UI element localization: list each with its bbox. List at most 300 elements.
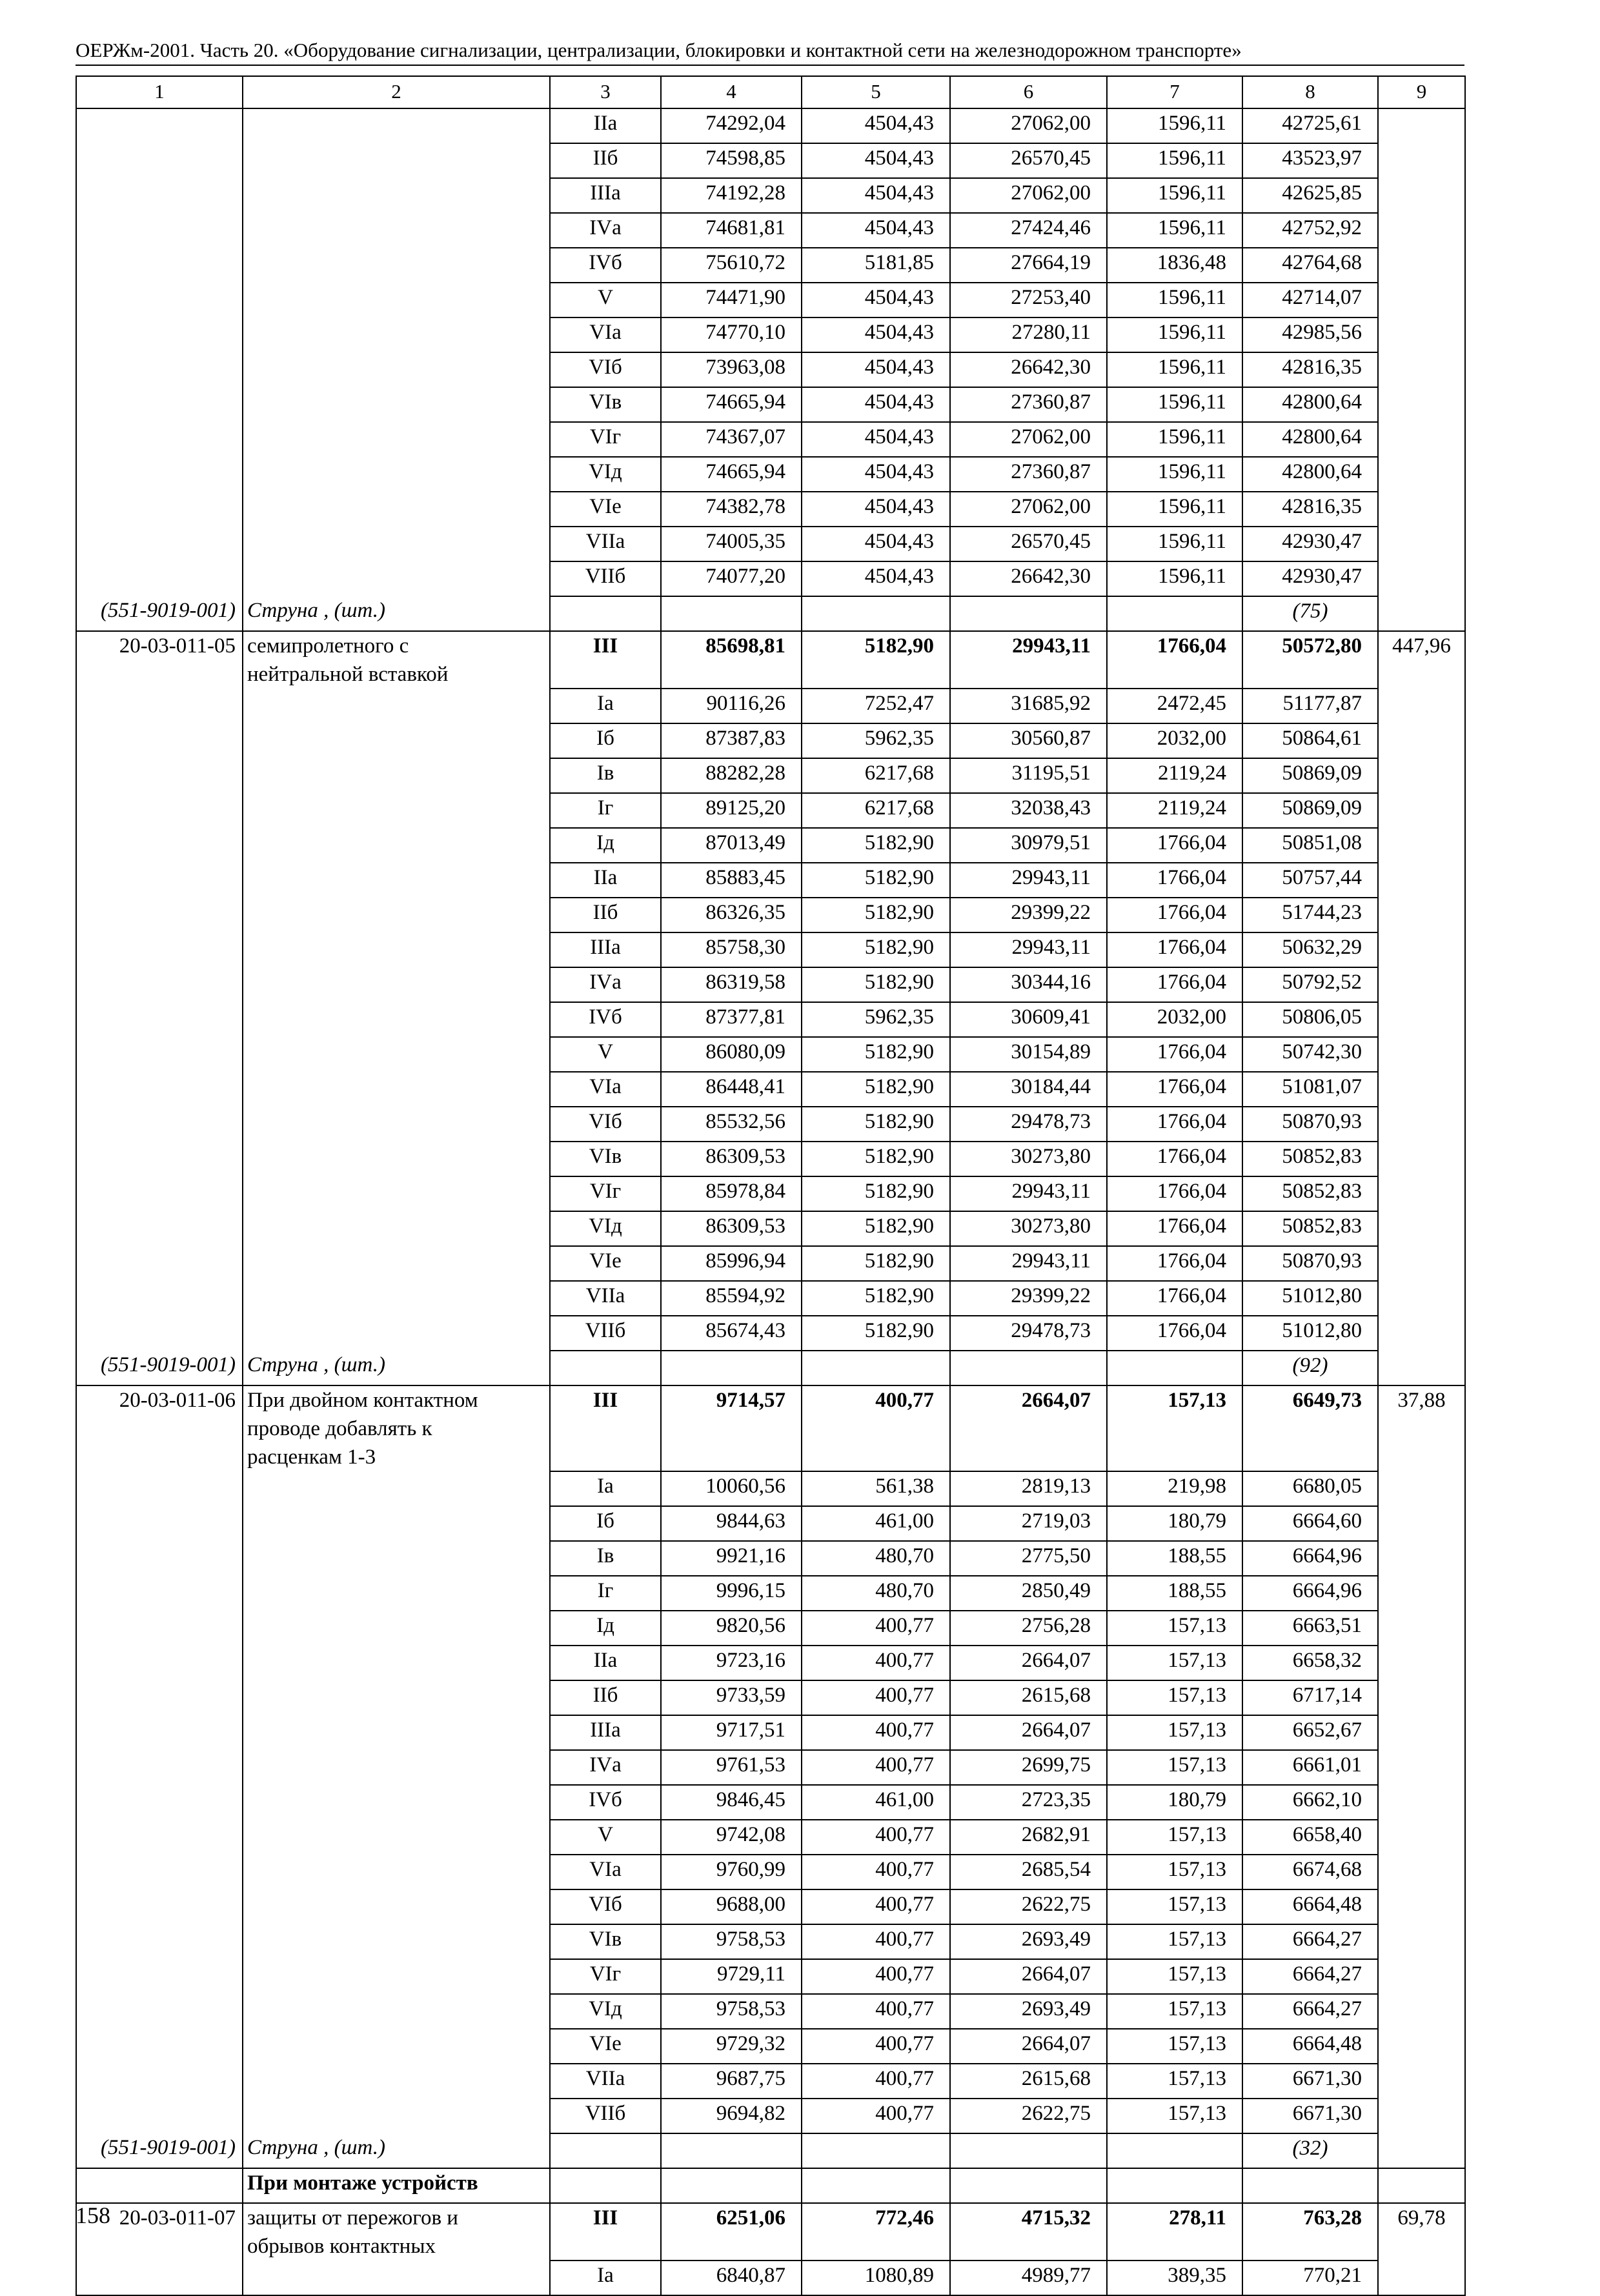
empty-cell: [1378, 2168, 1465, 2203]
table-row: [76, 1646, 1465, 1680]
description-cell: [243, 828, 550, 863]
value-cell: 29943,11: [950, 863, 1107, 898]
description-cell: [243, 1959, 550, 1994]
labor-cell: [1378, 1281, 1465, 1316]
table-row: [76, 1471, 1465, 1506]
value-cell: 74665,94: [661, 457, 802, 492]
value-cell: 1766,04: [1107, 898, 1242, 932]
zone-cell: VIг: [550, 1176, 661, 1211]
value-cell: 6664,48: [1242, 2029, 1378, 2064]
value-cell: 400,77: [802, 1924, 950, 1959]
labor-cell: [1378, 492, 1465, 527]
value-cell: 85883,45: [661, 863, 802, 898]
rate-code-cell: [76, 1785, 243, 1820]
description-cell: [243, 1107, 550, 1142]
value-cell: 5182,90: [802, 631, 950, 689]
value-cell: 27424,46: [950, 213, 1107, 248]
value-cell: 1766,04: [1107, 1211, 1242, 1246]
value-cell: 85698,81: [661, 631, 802, 689]
rate-code-cell: [76, 898, 243, 932]
value-cell: 400,77: [802, 1889, 950, 1924]
description-line: защиты от пережогов и: [247, 2206, 458, 2230]
table-row: [76, 1506, 1465, 1541]
value-cell: 50869,09: [1242, 793, 1378, 828]
labor-cell: [1378, 1211, 1465, 1246]
description-cell: [243, 631, 550, 689]
value-cell: 9688,00: [661, 1889, 802, 1924]
zone-cell: VIг: [550, 1959, 661, 1994]
table-row: [76, 317, 1465, 352]
value-cell: 6717,14: [1242, 1680, 1378, 1715]
table-row: [76, 527, 1465, 561]
value-cell: 157,13: [1107, 2029, 1242, 2064]
value-cell: 50572,80: [1242, 631, 1378, 689]
value-cell: 1596,11: [1107, 213, 1242, 248]
zone-cell: VIв: [550, 1142, 661, 1176]
value-cell: 74471,90: [661, 283, 802, 317]
value-cell: 1766,04: [1107, 1281, 1242, 1316]
value-cell: 400,77: [802, 1680, 950, 1715]
table-row: [76, 1281, 1465, 1316]
value-cell: 6664,60: [1242, 1506, 1378, 1541]
zone-cell: V: [550, 283, 661, 317]
zone-cell: Iд: [550, 828, 661, 863]
description-cell: [243, 387, 550, 422]
table-row: [76, 143, 1465, 178]
value-cell: 29943,11: [950, 932, 1107, 967]
empty-cell: [661, 2168, 802, 2203]
column-number: 3: [550, 76, 661, 108]
table-row: [76, 723, 1465, 758]
value-cell: 4504,43: [802, 317, 950, 352]
value-cell: 1596,11: [1107, 457, 1242, 492]
value-cell: 5181,85: [802, 248, 950, 283]
rate-code-cell: [76, 2029, 243, 2064]
value-cell: 30979,51: [950, 828, 1107, 863]
material-row: [76, 2133, 1465, 2168]
value-cell: 7252,47: [802, 689, 950, 723]
empty-cell: [950, 596, 1107, 631]
table-row: [76, 2099, 1465, 2133]
value-cell: 5962,35: [802, 723, 950, 758]
value-cell: 400,77: [802, 1750, 950, 1785]
zone-cell: VIIа: [550, 527, 661, 561]
labor-cell: [1378, 1176, 1465, 1211]
value-cell: 400,77: [802, 1611, 950, 1646]
rates-table: [76, 76, 1466, 2296]
labor-cell: [1378, 1107, 1465, 1142]
material-name: Струна , (шт.): [243, 2133, 550, 2168]
value-cell: 6251,06: [661, 2203, 802, 2261]
rate-code-cell: [76, 1506, 243, 1541]
zone-cell: IVа: [550, 213, 661, 248]
labor-cell: [1378, 387, 1465, 422]
value-cell: 2622,75: [950, 2099, 1107, 2133]
value-cell: 27062,00: [950, 492, 1107, 527]
value-cell: 400,77: [802, 1959, 950, 1994]
zone-cell: Iг: [550, 793, 661, 828]
table-row: [76, 108, 1465, 143]
value-cell: 2472,45: [1107, 689, 1242, 723]
value-cell: 74367,07: [661, 422, 802, 457]
description-cell: [243, 1611, 550, 1646]
rate-code-cell: [76, 1176, 243, 1211]
value-cell: 51177,87: [1242, 689, 1378, 723]
value-cell: 1596,11: [1107, 527, 1242, 561]
value-cell: 88282,28: [661, 758, 802, 793]
rate-code-cell: [76, 457, 243, 492]
rate-code-cell: [76, 1611, 243, 1646]
labor-cell: [1378, 793, 1465, 828]
zone-cell: V: [550, 1820, 661, 1855]
value-cell: 9742,08: [661, 1820, 802, 1855]
zone-cell: IIIа: [550, 932, 661, 967]
empty-cell: [661, 1351, 802, 1385]
value-cell: 86309,53: [661, 1142, 802, 1176]
value-cell: 2032,00: [1107, 723, 1242, 758]
column-number: 2: [243, 76, 550, 108]
description-line: проводе добавлять к: [247, 1417, 432, 1440]
value-cell: 2775,50: [950, 1541, 1107, 1576]
rate-code-cell: [76, 863, 243, 898]
value-cell: 86319,58: [661, 967, 802, 1002]
value-cell: 74077,20: [661, 561, 802, 596]
value-cell: 27664,19: [950, 248, 1107, 283]
value-cell: 4504,43: [802, 178, 950, 213]
value-cell: 6217,68: [802, 793, 950, 828]
zone-cell: Iа: [550, 689, 661, 723]
value-cell: 157,13: [1107, 1889, 1242, 1924]
rate-code-cell: [76, 1646, 243, 1680]
material-qty: (75): [1242, 596, 1378, 631]
value-cell: 74192,28: [661, 178, 802, 213]
description-line: нейтральной вставкой: [247, 663, 449, 686]
rate-code-cell: [76, 317, 243, 352]
description-cell: [243, 1889, 550, 1924]
rate-code-cell: [76, 283, 243, 317]
zone-cell: IIб: [550, 1680, 661, 1715]
value-cell: 9714,57: [661, 1385, 802, 1471]
description-cell: [243, 527, 550, 561]
empty-cell: [1242, 2168, 1378, 2203]
value-cell: 157,13: [1107, 1820, 1242, 1855]
value-cell: 6658,40: [1242, 1820, 1378, 1855]
value-cell: 42800,64: [1242, 387, 1378, 422]
zone-cell: Iб: [550, 1506, 661, 1541]
table-row: [76, 283, 1465, 317]
value-cell: 6840,87: [661, 2261, 802, 2295]
value-cell: 180,79: [1107, 1506, 1242, 1541]
labor-cell: [1378, 283, 1465, 317]
value-cell: 561,38: [802, 1471, 950, 1506]
value-cell: 5182,90: [802, 932, 950, 967]
description-cell: [243, 248, 550, 283]
value-cell: 400,77: [802, 1385, 950, 1471]
table-row: [76, 561, 1465, 596]
value-cell: 29399,22: [950, 898, 1107, 932]
material-qty: (32): [1242, 2133, 1378, 2168]
table-row: [76, 2261, 1465, 2295]
zone-cell: IVб: [550, 1785, 661, 1820]
rate-code-cell: [76, 1471, 243, 1506]
value-cell: 42816,35: [1242, 492, 1378, 527]
empty-cell: [1378, 596, 1465, 631]
value-cell: 90116,26: [661, 689, 802, 723]
value-cell: 9996,15: [661, 1576, 802, 1611]
value-cell: 1080,89: [802, 2261, 950, 2295]
material-code: (551-9019-001): [76, 1351, 243, 1385]
zone-cell: Iа: [550, 1471, 661, 1506]
value-cell: 50864,61: [1242, 723, 1378, 758]
value-cell: 2693,49: [950, 1994, 1107, 2029]
value-cell: 2615,68: [950, 1680, 1107, 1715]
zone-cell: IIа: [550, 108, 661, 143]
table-row: [76, 1211, 1465, 1246]
material-name: Струна , (шт.): [243, 596, 550, 631]
table-row: [76, 898, 1465, 932]
value-cell: 763,28: [1242, 2203, 1378, 2261]
value-cell: 1596,11: [1107, 283, 1242, 317]
rate-code-cell: [76, 1281, 243, 1316]
value-cell: 42714,07: [1242, 283, 1378, 317]
value-cell: 157,13: [1107, 2099, 1242, 2133]
description-cell: [243, 1176, 550, 1211]
rate-code-cell: [76, 492, 243, 527]
labor-cell: [1378, 1680, 1465, 1715]
empty-cell: [1378, 1351, 1465, 1385]
empty-cell: [661, 2133, 802, 2168]
value-cell: 26642,30: [950, 561, 1107, 596]
value-cell: 43523,97: [1242, 143, 1378, 178]
empty-cell: [950, 2133, 1107, 2168]
zone-cell: VIв: [550, 387, 661, 422]
value-cell: 42764,68: [1242, 248, 1378, 283]
value-cell: 5182,90: [802, 898, 950, 932]
value-cell: 86309,53: [661, 1211, 802, 1246]
labor-cell: 69,78: [1378, 2203, 1465, 2261]
labor-cell: [1378, 317, 1465, 352]
labor-cell: [1378, 1471, 1465, 1506]
rate-code-cell: [76, 1889, 243, 1924]
value-cell: 400,77: [802, 1855, 950, 1889]
value-cell: 2615,68: [950, 2064, 1107, 2099]
value-cell: 42985,56: [1242, 317, 1378, 352]
description-cell: [243, 213, 550, 248]
zone-cell: VIд: [550, 1211, 661, 1246]
value-cell: 4504,43: [802, 108, 950, 143]
zone-cell: Iг: [550, 1576, 661, 1611]
labor-cell: [1378, 1576, 1465, 1611]
value-cell: 51012,80: [1242, 1316, 1378, 1351]
rate-code-cell: [76, 248, 243, 283]
zone-cell: IVа: [550, 1750, 661, 1785]
value-cell: 2693,49: [950, 1924, 1107, 1959]
zone-cell: IIб: [550, 143, 661, 178]
value-cell: 5182,90: [802, 1037, 950, 1072]
rate-code-cell: [76, 1715, 243, 1750]
value-cell: 4504,43: [802, 387, 950, 422]
value-cell: 2664,07: [950, 2029, 1107, 2064]
value-cell: 4504,43: [802, 561, 950, 596]
table-row: [76, 1385, 1465, 1471]
value-cell: 32038,43: [950, 793, 1107, 828]
value-cell: 50870,93: [1242, 1107, 1378, 1142]
description-cell: [243, 1924, 550, 1959]
zone-cell: VIIб: [550, 1316, 661, 1351]
value-cell: 85996,94: [661, 1246, 802, 1281]
value-cell: 5182,90: [802, 1107, 950, 1142]
empty-cell: [802, 2168, 950, 2203]
value-cell: 2699,75: [950, 1750, 1107, 1785]
description-cell: [243, 758, 550, 793]
value-cell: 770,21: [1242, 2261, 1378, 2295]
value-cell: 87377,81: [661, 1002, 802, 1037]
value-cell: 2756,28: [950, 1611, 1107, 1646]
zone-cell: III: [550, 631, 661, 689]
column-number-row: [76, 76, 1465, 108]
description-cell: [243, 178, 550, 213]
value-cell: 27360,87: [950, 457, 1107, 492]
value-cell: 74005,35: [661, 527, 802, 561]
description-cell: [243, 1037, 550, 1072]
value-cell: 9820,56: [661, 1611, 802, 1646]
page-header: ОЕРЖм-2001. Часть 20. «Оборудование сигнализации, централизации, блокировки и контактной сети на железнодорожном транспорте»: [76, 39, 1242, 61]
value-cell: 2119,24: [1107, 758, 1242, 793]
empty-cell: [550, 596, 661, 631]
value-cell: 2032,00: [1107, 1002, 1242, 1037]
labor-cell: [1378, 1142, 1465, 1176]
rate-code-cell: [76, 1037, 243, 1072]
table-row: [76, 863, 1465, 898]
zone-cell: VIе: [550, 492, 661, 527]
value-cell: 1766,04: [1107, 1176, 1242, 1211]
table-row: [76, 1994, 1465, 2029]
labor-cell: [1378, 1924, 1465, 1959]
material-qty: (92): [1242, 1351, 1378, 1385]
description-cell: [243, 1385, 550, 1471]
rate-code-cell: [76, 527, 243, 561]
empty-cell: [1107, 596, 1242, 631]
value-cell: 50792,52: [1242, 967, 1378, 1002]
table-row: [76, 689, 1465, 723]
rate-code-cell: [76, 1680, 243, 1715]
labor-cell: [1378, 2261, 1465, 2295]
labor-cell: [1378, 1072, 1465, 1107]
value-cell: 400,77: [802, 2029, 950, 2064]
table-row: [76, 967, 1465, 1002]
value-cell: 5182,90: [802, 1142, 950, 1176]
zone-cell: Iв: [550, 1541, 661, 1576]
rate-code-cell: [76, 1541, 243, 1576]
value-cell: 4504,43: [802, 492, 950, 527]
description-cell: [243, 352, 550, 387]
labor-cell: [1378, 863, 1465, 898]
labor-cell: [1378, 723, 1465, 758]
value-cell: 30184,44: [950, 1072, 1107, 1107]
value-cell: 5182,90: [802, 967, 950, 1002]
value-cell: 6671,30: [1242, 2099, 1378, 2133]
value-cell: 2685,54: [950, 1855, 1107, 1889]
rate-code-cell: [76, 422, 243, 457]
labor-cell: [1378, 248, 1465, 283]
table-row: [76, 793, 1465, 828]
rate-code-cell: [76, 967, 243, 1002]
table-row: [76, 1246, 1465, 1281]
description-cell: [243, 422, 550, 457]
table-row: [76, 2064, 1465, 2099]
labor-cell: 37,88: [1378, 1385, 1465, 1471]
labor-cell: [1378, 689, 1465, 723]
value-cell: 5182,90: [802, 863, 950, 898]
description-cell: [243, 723, 550, 758]
rate-code-cell: [76, 2261, 243, 2295]
labor-cell: [1378, 1959, 1465, 1994]
description-cell: [243, 1506, 550, 1541]
table-row: [76, 1176, 1465, 1211]
value-cell: 1766,04: [1107, 1142, 1242, 1176]
labor-cell: [1378, 1541, 1465, 1576]
value-cell: 461,00: [802, 1785, 950, 1820]
value-cell: 9760,99: [661, 1855, 802, 1889]
value-cell: 5182,90: [802, 828, 950, 863]
value-cell: 6671,30: [1242, 2064, 1378, 2099]
value-cell: 1766,04: [1107, 967, 1242, 1002]
rate-code-cell: [76, 213, 243, 248]
value-cell: 2682,91: [950, 1820, 1107, 1855]
labor-cell: 447,96: [1378, 631, 1465, 689]
description-cell: [243, 689, 550, 723]
value-cell: 1596,11: [1107, 422, 1242, 457]
zone-cell: VIIб: [550, 561, 661, 596]
value-cell: 42930,47: [1242, 527, 1378, 561]
column-number: 7: [1107, 76, 1242, 108]
value-cell: 400,77: [802, 1994, 950, 2029]
table-row: [76, 1072, 1465, 1107]
material-code: (551-9019-001): [76, 2133, 243, 2168]
value-cell: 26570,45: [950, 143, 1107, 178]
value-cell: 9687,75: [661, 2064, 802, 2099]
value-cell: 6664,96: [1242, 1576, 1378, 1611]
zone-cell: VIе: [550, 2029, 661, 2064]
value-cell: 188,55: [1107, 1541, 1242, 1576]
value-cell: 4504,43: [802, 213, 950, 248]
value-cell: 31195,51: [950, 758, 1107, 793]
value-cell: 157,13: [1107, 1646, 1242, 1680]
table-row: [76, 1680, 1465, 1715]
column-number: 6: [950, 76, 1107, 108]
value-cell: 1596,11: [1107, 108, 1242, 143]
empty-cell: [802, 1351, 950, 1385]
value-cell: 400,77: [802, 1820, 950, 1855]
value-cell: 4989,77: [950, 2261, 1107, 2295]
value-cell: 180,79: [1107, 1785, 1242, 1820]
value-cell: 50870,93: [1242, 1246, 1378, 1281]
description-cell: [243, 1715, 550, 1750]
description-cell: [243, 1680, 550, 1715]
value-cell: 1766,04: [1107, 1316, 1242, 1351]
description-line: При двойном контактном: [247, 1389, 478, 1412]
value-cell: 5182,90: [802, 1246, 950, 1281]
value-cell: 73963,08: [661, 352, 802, 387]
rate-code-cell: [76, 1142, 243, 1176]
zone-cell: IIб: [550, 898, 661, 932]
value-cell: 2622,75: [950, 1889, 1107, 1924]
rate-code-cell: [76, 1994, 243, 2029]
rate-code-cell: [76, 793, 243, 828]
labor-cell: [1378, 2064, 1465, 2099]
value-cell: 1596,11: [1107, 352, 1242, 387]
value-cell: 9729,32: [661, 2029, 802, 2064]
